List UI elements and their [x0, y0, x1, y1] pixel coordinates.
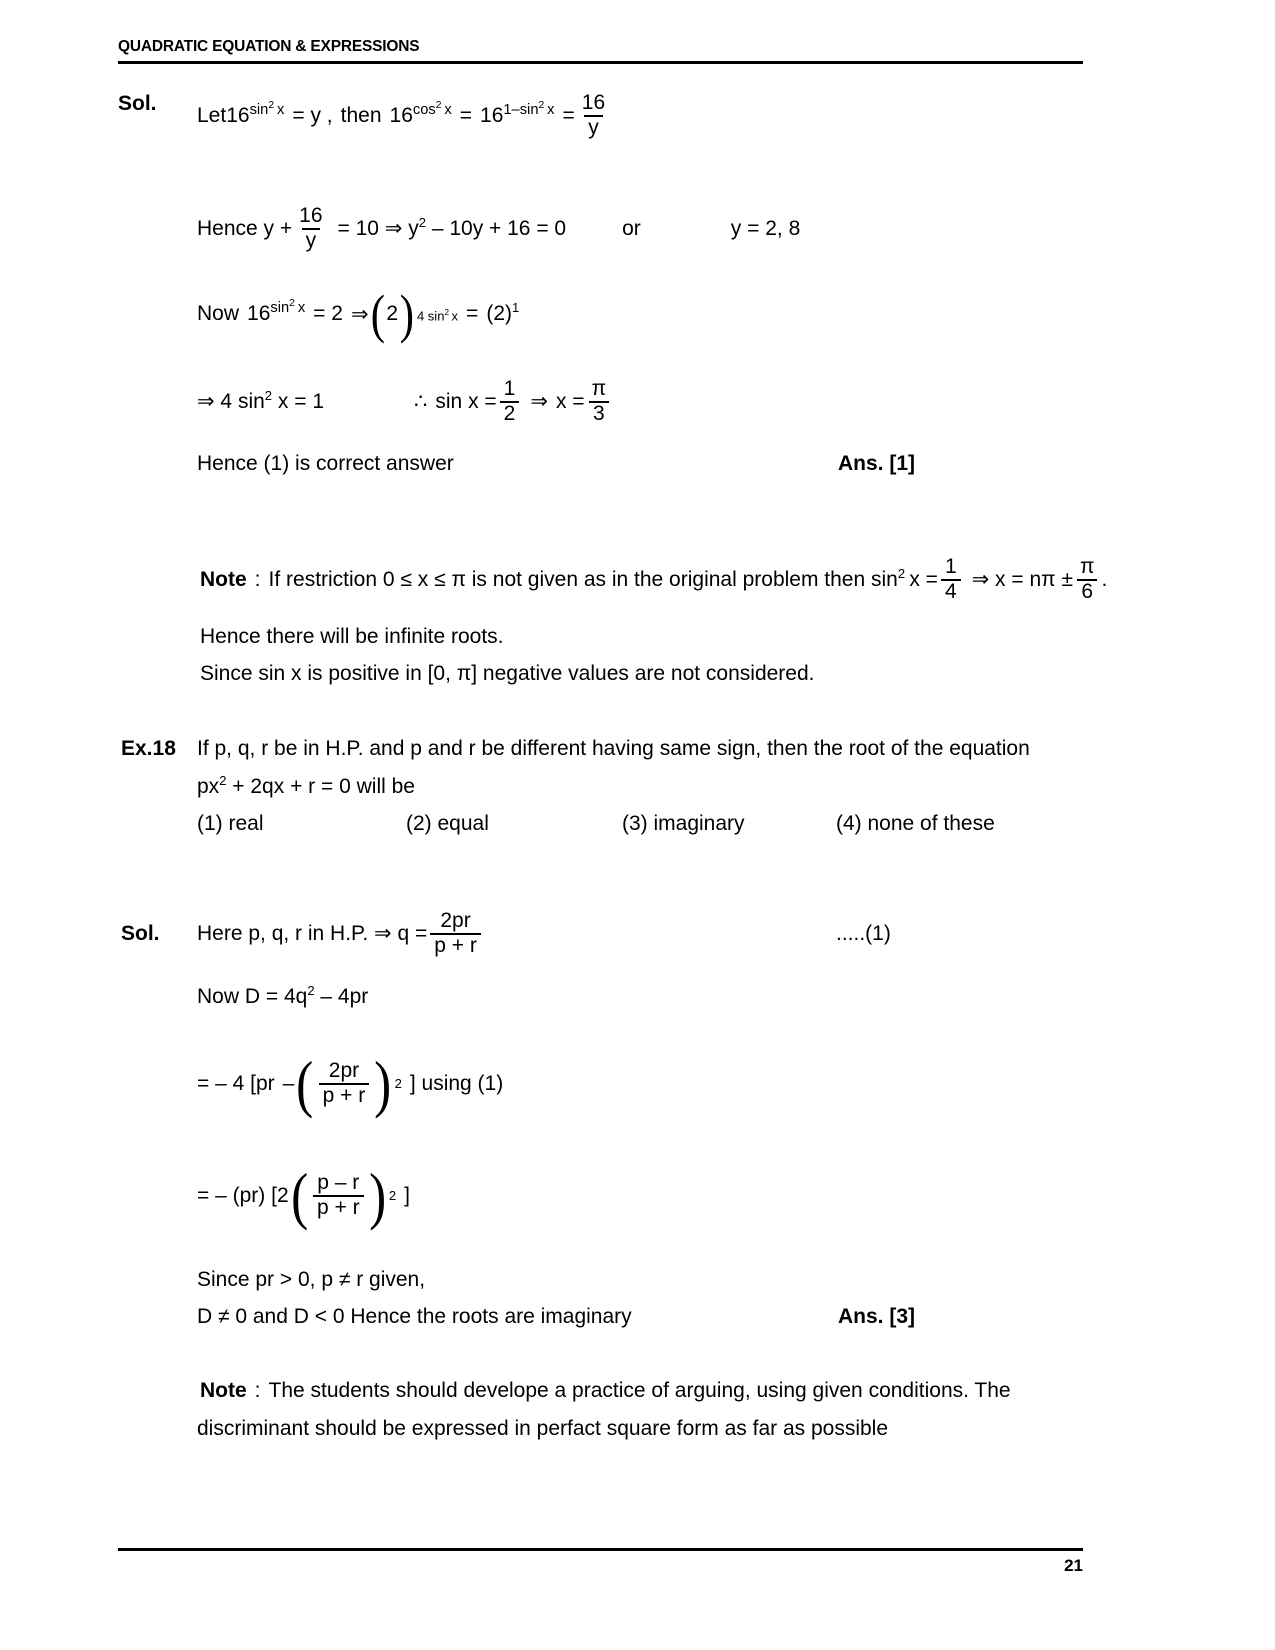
sol17-base16: $16^{sin^2 x}$	[226, 99, 285, 127]
sol17-note-part2: ⇒ x = nπ ±	[971, 568, 1074, 592]
footer-divider	[118, 1548, 1083, 1551]
sol17-note	[200, 556, 1107, 603]
sol18-line6: D ≠ 0 and D < 0 Hence the roots are imaginary	[197, 1305, 632, 1328]
sol17-conclusion: Hence (1) is correct answer	[197, 452, 454, 475]
page-header	[118, 38, 1083, 59]
sol17-line2	[197, 205, 800, 252]
ex18-option-4[interactable]: (4) none of these	[836, 812, 995, 835]
sol17-let: Let	[197, 103, 227, 127]
sol17-implies-icon: ⇒	[350, 302, 369, 326]
sol17-label: Sol.	[118, 92, 157, 115]
sol17-line3: Now $16^{sin^2 x}$ = 2 ⇒ ( 2 ) 4 $\sin^2 x$ = $(2)^1$	[197, 284, 520, 344]
ex18-option-2[interactable]: (2) equal	[406, 812, 489, 835]
sol17-frac2-16-over-y: $\frac{16}{y}$	[299, 204, 323, 252]
header-title: QUADRATIC EQUATION & EXPRESSIONS	[118, 38, 420, 55]
sol17-line1	[197, 92, 612, 139]
sol18-line3-minus: –	[282, 1071, 295, 1095]
sol18-line3-lead: = – 4 [pr	[197, 1071, 275, 1095]
sol17-eq3: =	[466, 302, 479, 326]
sol17-frac-16-over-y: $\frac{16}{y}$	[581, 91, 606, 139]
sol18-line4: = – (pr) [2 ( $\frac{p - r}{p + r}$ ) 2 ]	[197, 1159, 410, 1231]
sol17-y-values: y = 2, 8	[730, 216, 801, 240]
sol18-label: Sol.	[121, 922, 160, 945]
ex18-statement-line2: $px^2 + 2qx + r = 0$ will be	[197, 773, 415, 798]
sol17-paren-2: ( 2 )	[370, 284, 415, 344]
sol17-note-line3: Since sin x is positive in [0, π] negative values are not considered.	[200, 662, 815, 685]
sol18-frac-2pr: $\frac{2pr}{p + r}$	[319, 1060, 370, 1107]
sol17-eq2: = 2	[313, 302, 343, 326]
sol17-note-colon: :	[254, 567, 261, 591]
sol18-eq-ref: .....(1)	[836, 922, 891, 945]
sol18-line3-tail: ] using (1)	[409, 1071, 504, 1095]
sol17-note-period: .	[1101, 567, 1108, 591]
sol17-base16-1minussin: $16^{1-sin^2 x}$	[480, 99, 555, 127]
sol17-sinx: sin x =	[435, 389, 497, 413]
sol18-note-colon: :	[254, 1379, 261, 1402]
sol17-note-frac-1-over-4: $\frac{1}{4}$	[941, 556, 961, 603]
sol18-line3: = – 4 [pr – ( $\frac{2pr}{p + r}$ ) 2 ] using (1)	[197, 1047, 504, 1119]
sol17-answer-badge: Ans. [1]	[838, 452, 916, 475]
sol17-therefore-icon: ∴	[414, 390, 428, 414]
sol17-4sin2x: ⇒ 4 $\sin^2 x = 1$	[197, 388, 325, 414]
sol17-hence: Hence y +	[197, 216, 293, 240]
sol18-line4-lead: = – (pr) [2	[197, 1183, 289, 1207]
sol17-frac-1-over-2: $\frac{1}{2}$	[500, 378, 520, 425]
sol18-note-line1	[200, 1379, 1011, 1403]
sol18-frac-pminusr: $\frac{p - r}{p + r}$	[313, 1172, 364, 1219]
sol18-line5: Since pr > 0, p ≠ r given,	[197, 1268, 426, 1291]
sol18-line4-tail: ]	[404, 1183, 410, 1207]
header-divider	[118, 61, 1083, 64]
sol17-now: Now	[197, 302, 240, 326]
sol17-16-sin2x: $16^{sin^2 x}$	[247, 298, 306, 326]
sol17-line4	[197, 378, 613, 425]
sol17-rhs-2-pow-1: $(2)^1$	[486, 300, 520, 326]
sol17-eq-y: = y ,	[292, 103, 333, 127]
sol18-hp-lead: Here p, q, r in H.P. ⇒ q =	[197, 922, 428, 946]
sol17-quadratic: = 10 ⇒ $y^2 - 10y + 16 = 0$	[337, 215, 567, 241]
ex18-statement-line1: If p, q, r be in H.P. and p and r be different having same sign, then the root of the equation	[197, 737, 1030, 760]
ex18-label: Ex.18	[121, 737, 176, 760]
sol17-then: then	[340, 103, 382, 127]
sol18-note-line2: discriminant should be expressed in perfact square form as far as possible	[197, 1417, 889, 1440]
sol18-paren-pminusr: ( $\frac{p - r}{p + r}$ )	[290, 1159, 386, 1231]
sol17-note-line2: Hence there will be infinite roots.	[200, 625, 504, 648]
sol17-base16-cos: $16^{cos^2 x}$	[389, 99, 452, 127]
sol18-answer-badge: Ans. [3]	[838, 1305, 916, 1328]
sol17-x-eq: x =	[555, 389, 585, 413]
sol17-implies2-icon: ⇒	[530, 390, 548, 414]
sol17-equals-3: =	[562, 103, 575, 127]
sol18-line2: Now $D = 4q^2 - 4pr$	[197, 983, 369, 1008]
sol18-line1	[197, 910, 484, 957]
sol18-paren-2pr: ( $\frac{2pr}{p + r}$ )	[296, 1047, 392, 1119]
sol17-or: or	[622, 216, 641, 240]
sol17-note-label: Note	[200, 567, 247, 591]
sol17-equals-2: =	[459, 103, 473, 127]
page-number: 21	[1064, 1556, 1083, 1575]
sol18-note-label: Note	[200, 1379, 247, 1402]
ex18-option-3[interactable]: (3) imaginary	[622, 812, 745, 835]
sol18-frac-2pr-over-ppr: $\frac{2pr}{p + r}$	[430, 910, 481, 957]
sol17-note-part1: If restriction 0 ≤ x ≤ π is not given as in the original problem then $\sin^2 x$ =	[268, 565, 938, 591]
ex18-option-1[interactable]: (1) real	[197, 812, 264, 835]
sol18-note-text1: The students should develope a practice of arguing, using given conditions. The	[268, 1379, 1011, 1402]
sol17-frac-pi-over-3: $\frac{\pi}{3}$	[588, 378, 611, 425]
sol17-note-frac-pi-over-6: $\frac{\pi}{6}$	[1076, 556, 1099, 603]
